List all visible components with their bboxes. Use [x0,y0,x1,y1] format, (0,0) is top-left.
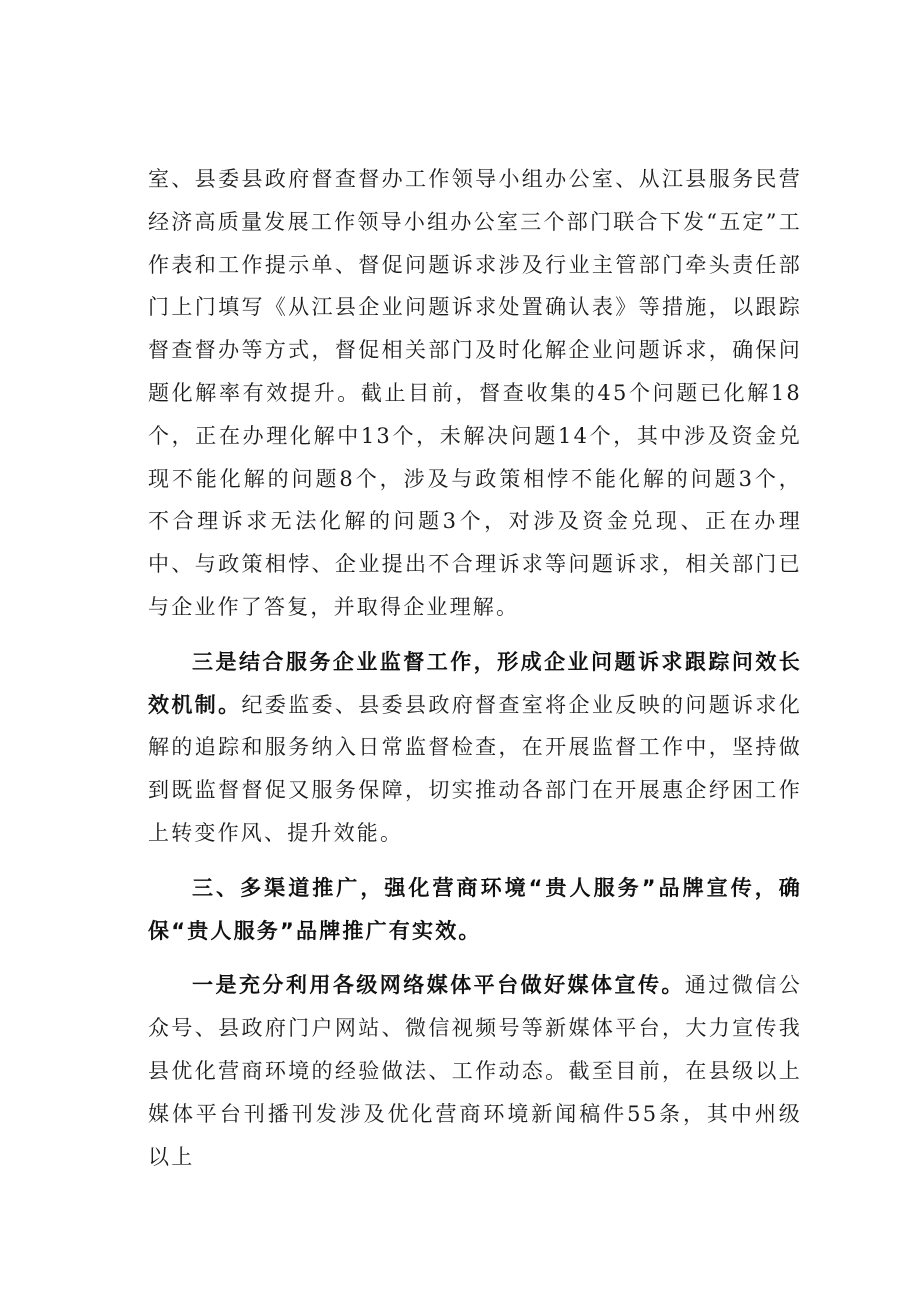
paragraph-supervision [148,641,802,855]
paragraph-media [148,964,802,1178]
document-body [148,158,802,1178]
paragraph-text: 通过微信公众号、县政府门户网站、微信视频号等新媒体平台，大力宣传我县优化营商环境的经验做法、工作动态。截至目前，在县级以上媒体平台刊播刊发涉及优化营商环境新闻稿件55条，其中州级以上 [148,973,803,1169]
paragraph-lead-bold: 三是结合服务企业监督工作，形成企业问题诉求跟踪问效长效机制。 [148,648,802,717]
paragraph-continued [148,158,802,629]
paragraph-gap [148,629,802,641]
paragraph-lead-bold: 一是充分利用各级网络媒体平台做好媒体宣传。 [192,972,685,998]
paragraph-gap [148,855,802,867]
section-heading [148,867,802,953]
paragraph-gap [148,952,802,964]
section-heading-text: 三、多渠道推广，强化营商环境“贵人服务”品牌宣传，确保“贵人服务”品牌推广有实效。 [148,875,802,943]
paragraph-text: 室、县委县政府督查督办工作领导小组办公室、从江县服务民营经济高质量发展工作领导小组办公室三个部门联合下发“五定”工作表和工作提示单、督促问题诉求涉及行业主管部门牵头责任部门上门填写《从江县企业问题诉求处置确认表》等措施，以跟踪督查督办等方式，督促相关部门及时化解企业问题诉求，确保问题化解率有效提升。截止目前，督查收集的45个问题已化解18个，正在办理化解中13个，未解决问题14个，其中涉及资金兑现不能化解的问题8个，涉及与政策相悖不能化解的问题3个，不合理诉求无法化解的问题3个，对涉及资金兑现、正在办理中、与政策相悖、企业提出不合理诉求等问题诉求，相关部门已与企业作了答复，并取得企业理解。 [148,167,802,619]
paragraph-text: 纪委监委、县委县政府督查室将企业反映的问题诉求化解的追踪和服务纳入日常监督检查，在开展监督工作中，坚持做到既监督督促又服务保障，切实推动各部门在开展惠企纾困工作上转变作风、提升效能。 [148,692,802,845]
